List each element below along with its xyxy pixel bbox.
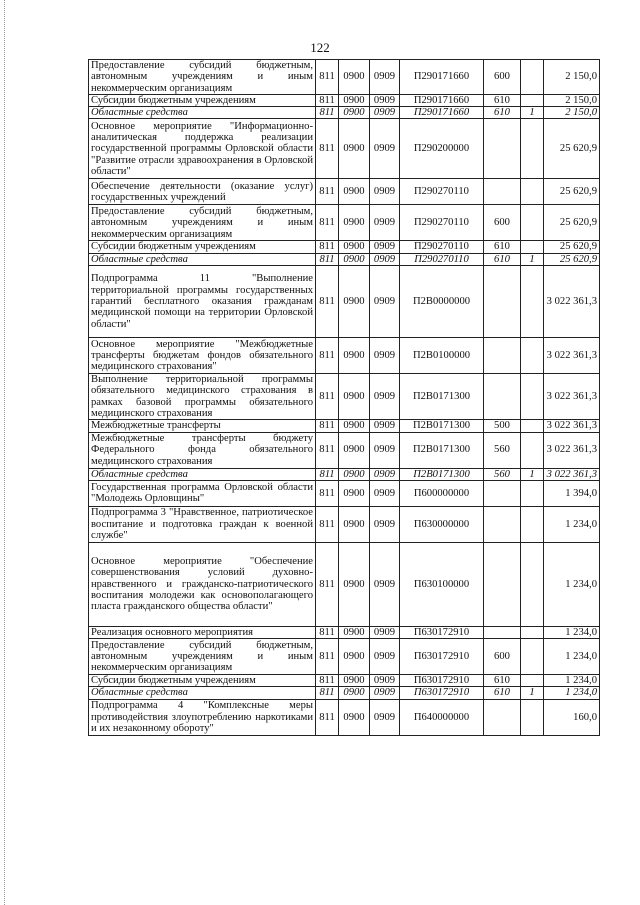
cell-expense-type [484, 179, 521, 205]
cell-subsection: 0909 [370, 374, 400, 420]
table-row [89, 374, 600, 420]
row-name: Предоставление субсидий бюджетным, автономным учреждениям и иным некоммерческим организациям [89, 639, 316, 675]
cell-source-code: 1 [521, 253, 544, 265]
cell-source-code [521, 94, 544, 106]
cell-subsection: 0909 [370, 107, 400, 119]
table-row [89, 699, 600, 735]
cell-target-article: П600000000 [400, 480, 484, 506]
cell-grbs: 811 [316, 179, 339, 205]
cell-section: 0900 [339, 432, 370, 468]
row-name: Субсидии бюджетным учреждениям [89, 94, 316, 106]
cell-grbs: 811 [316, 542, 339, 626]
cell-grbs: 811 [316, 506, 339, 542]
cell-target-article: П290171660 [400, 94, 484, 106]
table-row [89, 179, 600, 205]
cell-subsection: 0909 [370, 699, 400, 735]
cell-expense-type [484, 506, 521, 542]
table-row [89, 338, 600, 374]
table-row [89, 432, 600, 468]
cell-source-code [521, 374, 544, 420]
cell-grbs: 811 [316, 60, 339, 95]
cell-section: 0900 [339, 241, 370, 253]
cell-subsection: 0909 [370, 179, 400, 205]
cell-expense-type: 500 [484, 420, 521, 432]
cell-expense-type: 600 [484, 639, 521, 675]
cell-grbs: 811 [316, 253, 339, 265]
table-row [89, 639, 600, 675]
cell-expense-type: 600 [484, 205, 521, 241]
cell-amount: 2 150,0 [544, 107, 600, 119]
cell-subsection: 0909 [370, 626, 400, 638]
table-row [89, 94, 600, 106]
cell-amount: 1 234,0 [544, 542, 600, 626]
cell-grbs: 811 [316, 266, 339, 338]
cell-section: 0900 [339, 639, 370, 675]
row-name: Областные средства [89, 687, 316, 699]
row-name: Реализация основного мероприятия [89, 626, 316, 638]
row-name: Предоставление субсидий бюджетным, автономным учреждениям и иным некоммерческим организациям [89, 205, 316, 241]
table-row [89, 480, 600, 506]
cell-amount: 1 234,0 [544, 506, 600, 542]
cell-amount: 1 234,0 [544, 675, 600, 687]
cell-source-code [521, 480, 544, 506]
cell-section: 0900 [339, 626, 370, 638]
cell-target-article: П290270110 [400, 241, 484, 253]
row-name: Подпрограмма 11 "Выполнение территориальной программы государственных гарантий бесплатного оказания гражданам медицинской помощи на территории Орловской области" [89, 266, 316, 338]
table-row [89, 675, 600, 687]
table-row [89, 241, 600, 253]
cell-amount: 3 022 361,3 [544, 374, 600, 420]
table-row [89, 60, 600, 95]
cell-amount: 2 150,0 [544, 94, 600, 106]
cell-section: 0900 [339, 179, 370, 205]
row-name: Основное мероприятие "Межбюджетные трансферты бюджетам фондов обязательного медицинского страхования" [89, 338, 316, 374]
row-name: Областные средства [89, 107, 316, 119]
cell-section: 0900 [339, 687, 370, 699]
row-name: Выполнение территориальной программы обязательного медицинского страхования в рамках базовой программы обязательного медицинского страхования [89, 374, 316, 420]
cell-target-article: П630000000 [400, 506, 484, 542]
cell-amount: 25 620,9 [544, 205, 600, 241]
cell-amount: 1 234,0 [544, 687, 600, 699]
table-row [89, 542, 600, 626]
cell-subsection: 0909 [370, 60, 400, 95]
cell-section: 0900 [339, 119, 370, 179]
cell-target-article: П290200000 [400, 119, 484, 179]
row-name: Основное мероприятие "Обеспечение совершенствования условий духовно-нравственного и гражданско-патриотического воспитания молодежи как основополагающего пласта гражданского общества области" [89, 542, 316, 626]
cell-section: 0900 [339, 266, 370, 338]
cell-expense-type [484, 266, 521, 338]
cell-subsection: 0909 [370, 420, 400, 432]
row-name: Межбюджетные трансферты бюджету Федерального фонда обязательного медицинского страхования [89, 432, 316, 468]
cell-source-code [521, 675, 544, 687]
cell-target-article: П630172910 [400, 675, 484, 687]
table-row [89, 253, 600, 265]
cell-subsection: 0909 [370, 480, 400, 506]
cell-amount: 2 150,0 [544, 60, 600, 95]
table-row [89, 266, 600, 338]
cell-expense-type [484, 119, 521, 179]
cell-expense-type: 610 [484, 241, 521, 253]
cell-grbs: 811 [316, 626, 339, 638]
cell-subsection: 0909 [370, 94, 400, 106]
cell-amount: 25 620,9 [544, 179, 600, 205]
cell-source-code [521, 338, 544, 374]
row-name: Подпрограмма 4 "Комплексные меры противодействия злоупотреблению наркотиками и их незаконному обороту" [89, 699, 316, 735]
cell-grbs: 811 [316, 205, 339, 241]
cell-amount: 160,0 [544, 699, 600, 735]
cell-source-code [521, 241, 544, 253]
cell-target-article: П290171660 [400, 107, 484, 119]
cell-target-article: П630100000 [400, 542, 484, 626]
table-row [89, 687, 600, 699]
page-left-edge [4, 0, 5, 905]
cell-grbs: 811 [316, 699, 339, 735]
cell-target-article: П290171660 [400, 60, 484, 95]
cell-subsection: 0909 [370, 675, 400, 687]
cell-amount: 1 234,0 [544, 639, 600, 675]
cell-subsection: 0909 [370, 506, 400, 542]
cell-section: 0900 [339, 253, 370, 265]
cell-subsection: 0909 [370, 687, 400, 699]
budget-table [88, 59, 600, 736]
cell-expense-type [484, 626, 521, 638]
row-name: Основное мероприятие "Информационно-аналитическая поддержка реализации государственной программы Орловской области "Развитие отрасли здравоохранения в Орловской области" [89, 119, 316, 179]
cell-target-article: П2В0000000 [400, 266, 484, 338]
cell-section: 0900 [339, 675, 370, 687]
table-row [89, 205, 600, 241]
page-number: 122 [310, 40, 330, 55]
cell-target-article: П630172910 [400, 687, 484, 699]
cell-section: 0900 [339, 338, 370, 374]
cell-expense-type: 610 [484, 675, 521, 687]
table-row [89, 468, 600, 480]
row-name: Областные средства [89, 253, 316, 265]
cell-subsection: 0909 [370, 338, 400, 374]
cell-amount: 3 022 361,3 [544, 432, 600, 468]
cell-amount: 3 022 361,3 [544, 338, 600, 374]
cell-section: 0900 [339, 94, 370, 106]
cell-section: 0900 [339, 60, 370, 95]
cell-subsection: 0909 [370, 119, 400, 179]
cell-subsection: 0909 [370, 266, 400, 338]
cell-amount: 3 022 361,3 [544, 420, 600, 432]
cell-amount: 3 022 361,3 [544, 266, 600, 338]
cell-subsection: 0909 [370, 639, 400, 675]
row-name: Обеспечение деятельности (оказание услуг) государственных учреждений [89, 179, 316, 205]
cell-section: 0900 [339, 480, 370, 506]
cell-expense-type [484, 699, 521, 735]
cell-grbs: 811 [316, 338, 339, 374]
row-name: Субсидии бюджетным учреждениям [89, 241, 316, 253]
cell-grbs: 811 [316, 675, 339, 687]
cell-grbs: 811 [316, 119, 339, 179]
cell-source-code [521, 266, 544, 338]
cell-section: 0900 [339, 542, 370, 626]
cell-amount: 1 394,0 [544, 480, 600, 506]
cell-expense-type: 560 [484, 468, 521, 480]
row-name: Субсидии бюджетным учреждениям [89, 675, 316, 687]
cell-subsection: 0909 [370, 542, 400, 626]
cell-source-code [521, 542, 544, 626]
cell-target-article: П290270110 [400, 179, 484, 205]
cell-target-article: П2В0171300 [400, 374, 484, 420]
cell-section: 0900 [339, 506, 370, 542]
cell-source-code: 1 [521, 107, 544, 119]
cell-expense-type: 560 [484, 432, 521, 468]
cell-expense-type: 610 [484, 687, 521, 699]
cell-subsection: 0909 [370, 205, 400, 241]
row-name: Межбюджетные трансферты [89, 420, 316, 432]
cell-grbs: 811 [316, 374, 339, 420]
cell-subsection: 0909 [370, 468, 400, 480]
cell-source-code [521, 420, 544, 432]
cell-expense-type [484, 374, 521, 420]
cell-expense-type: 600 [484, 60, 521, 95]
cell-subsection: 0909 [370, 241, 400, 253]
cell-source-code: 1 [521, 687, 544, 699]
cell-source-code [521, 60, 544, 95]
row-name: Областные средства [89, 468, 316, 480]
table-row [89, 506, 600, 542]
cell-expense-type [484, 480, 521, 506]
cell-expense-type [484, 338, 521, 374]
cell-target-article: П290270110 [400, 253, 484, 265]
cell-amount: 25 620,9 [544, 253, 600, 265]
cell-grbs: 811 [316, 687, 339, 699]
cell-grbs: 811 [316, 107, 339, 119]
cell-source-code [521, 506, 544, 542]
cell-section: 0900 [339, 205, 370, 241]
cell-section: 0900 [339, 468, 370, 480]
cell-amount: 25 620,9 [544, 119, 600, 179]
cell-source-code [521, 119, 544, 179]
table-row [89, 420, 600, 432]
row-name: Подпрограмма 3 "Нравственное, патриотическое воспитание и подготовка граждан к военной службе" [89, 506, 316, 542]
cell-source-code [521, 179, 544, 205]
cell-target-article: П2В0171300 [400, 432, 484, 468]
cell-grbs: 811 [316, 241, 339, 253]
cell-source-code [521, 639, 544, 675]
cell-source-code [521, 626, 544, 638]
cell-expense-type: 610 [484, 107, 521, 119]
cell-grbs: 811 [316, 480, 339, 506]
table-row [89, 626, 600, 638]
cell-section: 0900 [339, 699, 370, 735]
cell-source-code [521, 205, 544, 241]
cell-source-code [521, 699, 544, 735]
cell-subsection: 0909 [370, 432, 400, 468]
cell-target-article: П640000000 [400, 699, 484, 735]
cell-section: 0900 [339, 107, 370, 119]
cell-amount: 3 022 361,3 [544, 468, 600, 480]
cell-section: 0900 [339, 374, 370, 420]
cell-target-article: П290270110 [400, 205, 484, 241]
row-name: Государственная программа Орловской области "Молодежь Орловщины" [89, 480, 316, 506]
cell-grbs: 811 [316, 420, 339, 432]
cell-expense-type [484, 542, 521, 626]
cell-expense-type: 610 [484, 94, 521, 106]
row-name: Предоставление субсидий бюджетным, автономным учреждениям и иным некоммерческим организациям [89, 60, 316, 95]
cell-target-article: П2В0171300 [400, 420, 484, 432]
cell-source-code: 1 [521, 468, 544, 480]
cell-target-article: П630172910 [400, 639, 484, 675]
cell-grbs: 811 [316, 639, 339, 675]
cell-target-article: П2В0171300 [400, 468, 484, 480]
table-row [89, 107, 600, 119]
cell-amount: 25 620,9 [544, 241, 600, 253]
cell-grbs: 811 [316, 468, 339, 480]
cell-subsection: 0909 [370, 253, 400, 265]
cell-target-article: П2В0100000 [400, 338, 484, 374]
cell-expense-type: 610 [484, 253, 521, 265]
cell-grbs: 811 [316, 432, 339, 468]
cell-source-code [521, 432, 544, 468]
cell-section: 0900 [339, 420, 370, 432]
cell-grbs: 811 [316, 94, 339, 106]
cell-amount: 1 234,0 [544, 626, 600, 638]
cell-target-article: П630172910 [400, 626, 484, 638]
table-row [89, 119, 600, 179]
